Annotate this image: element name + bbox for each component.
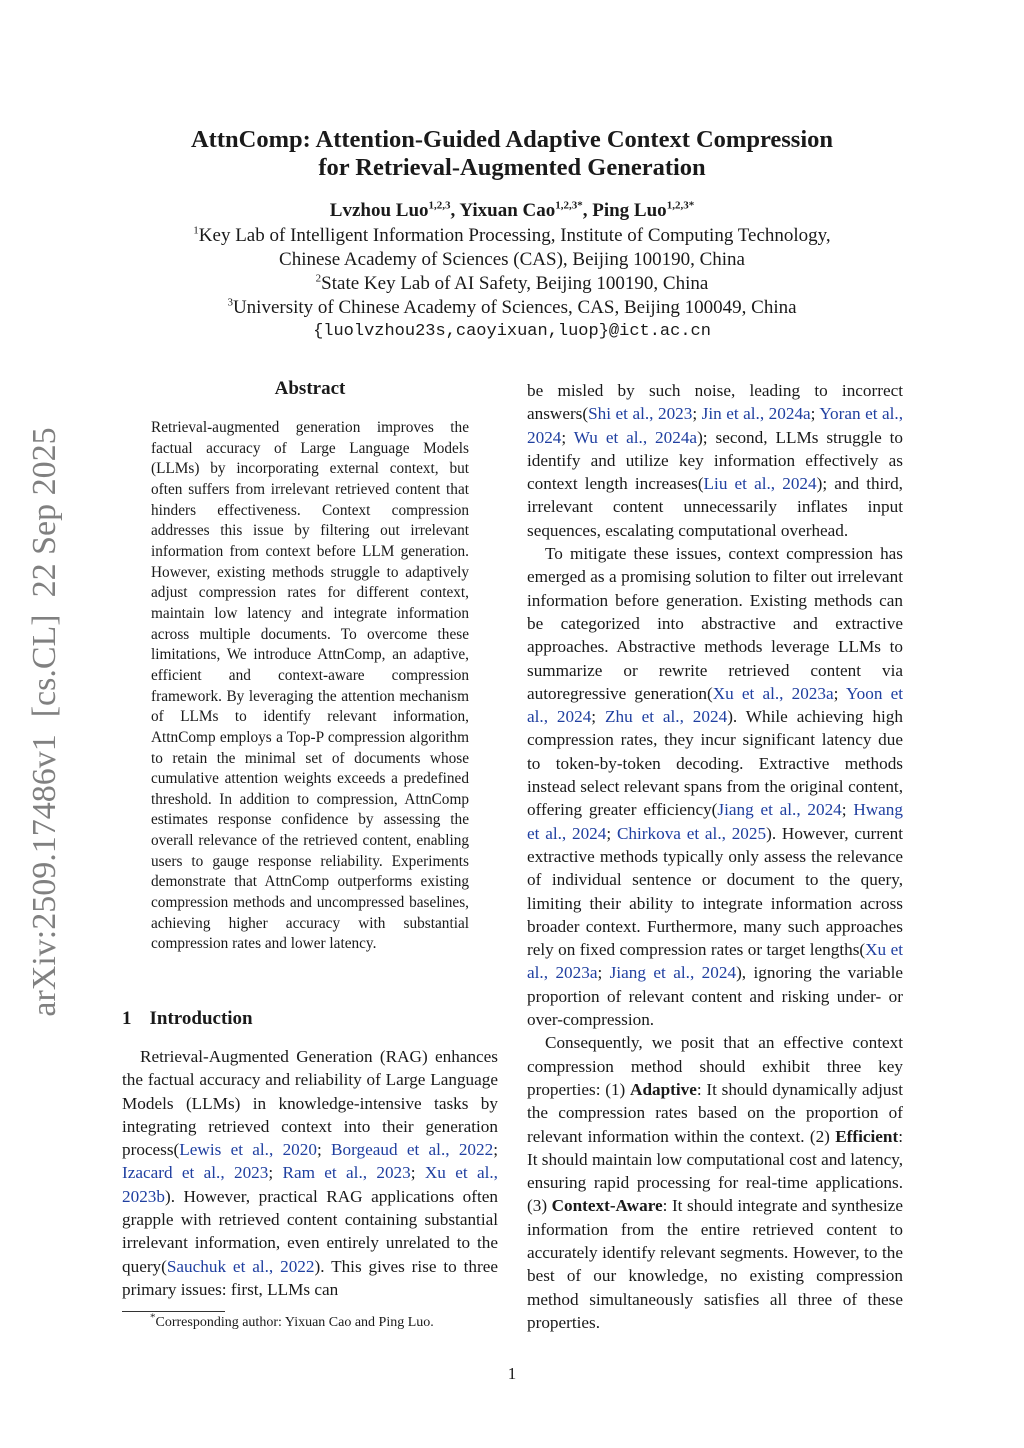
affil-mark: 1 bbox=[193, 224, 199, 237]
citation-link[interactable]: Zhu et al., 2024 bbox=[604, 707, 728, 727]
page-number: 1 bbox=[507, 1364, 517, 1383]
text-run: : It should maintain low computational cost and latency, ensuring rapid processing for real-time applications. (3) bbox=[527, 1126, 903, 1216]
text-run: ); and third, irrelevant content unnecessarily inflates input sequences, escalating computational overhead. bbox=[527, 474, 903, 540]
affil-text: University of Chinese Academy of Sciences, CAS, Beijing 100049, China bbox=[232, 297, 797, 318]
text-run: To mitigate these issues, context compression has emerged as a promising solution to filter out irrelevant information before generation. Existing methods can be categorized into abstractive and extractive approaches. Abstractive methods leverage LLMs to summarize or rewrite retrieved content via autoregressive generation( bbox=[527, 544, 903, 703]
text-run: Consequently, we posit that an effective context compression method should exhibit three key properties: (1) bbox=[527, 1033, 903, 1099]
citation-link[interactable]: Chirkova et al., 2025 bbox=[616, 823, 767, 843]
text-run: ; bbox=[810, 404, 820, 424]
citation-link[interactable]: Liu et al., 2024 bbox=[703, 474, 817, 494]
section-heading bbox=[122, 1008, 271, 1030]
affiliation bbox=[0, 248, 1024, 272]
footnote-text: Corresponding author: Yixuan Cao and Ping Luo. bbox=[155, 1315, 434, 1330]
bold-term: Context-Aware bbox=[551, 1196, 663, 1216]
citation-link[interactable]: Sauchuk et al., 2022 bbox=[166, 1256, 315, 1276]
footnote-rule bbox=[122, 1311, 225, 1312]
author-name: Ping Luo bbox=[592, 200, 667, 221]
affil-text: State Key Lab of AI Safety, Beijing 100190, China bbox=[321, 273, 709, 294]
section-title: Introduction bbox=[149, 1008, 253, 1029]
text-run: ; bbox=[316, 1140, 332, 1160]
paragraph bbox=[527, 379, 903, 542]
affiliation bbox=[0, 224, 1024, 248]
abstract-body: Retrieval-augmented generation improves the factual accuracy of Large Language Models (LLMs) by incorporating external context, but often suffers from irrelevant retrieved content that hinders effectiveness. Context compression addresses this issue by filtering out irrelevant information from context before LLM generation. However, existing methods struggle to adaptively adjust compression rates for different context, maintain low latency and integrate information across multiple documents. To overcome these limitations, We introduce AttnComp, an adaptive, efficient and context-aware compression framework. By leveraging the attention mechanism of LLMs to identify relevant information, AttnComp employs a Top-P compression algorithm to retain the minimal set of documents whose cumulative attention weights exceeds a predefined threshold. In addition to compression, AttnComp estimates response confidence by assessing the overall relevance of the retrieved content, enabling users to gauge response reliability. Experiments demonstrate that AttnComp outperforms existing compression methods and uncompressed baselines, achieving higher accuracy with substantial compression rates and lower latency. bbox=[151, 419, 469, 953]
title-line: for Retrieval-Augmented Generation bbox=[318, 154, 706, 181]
affil-mark: 2 bbox=[315, 272, 322, 285]
author-affil-mark: 1,2,3* bbox=[555, 199, 583, 212]
bold-term: Adaptive bbox=[630, 1079, 697, 1099]
text-run: ; bbox=[692, 404, 702, 424]
text-run: ; bbox=[606, 823, 617, 843]
author-name: Lvzhou Luo bbox=[329, 200, 429, 221]
affil-mark: 3 bbox=[227, 296, 233, 309]
affiliation bbox=[0, 296, 1024, 320]
text-run: be misled by such noise, leading to incorrect answers( bbox=[527, 381, 903, 424]
citation-link[interactable]: Yoran et al., 2024 bbox=[527, 404, 903, 447]
citation-link[interactable]: Yoon et al., 2024 bbox=[527, 683, 903, 727]
right-column-body bbox=[527, 379, 903, 1334]
citation-link[interactable]: Xu et al., 2023a bbox=[527, 940, 903, 983]
citation-link[interactable]: Jiang et al., 2024 bbox=[609, 963, 737, 983]
affiliations bbox=[0, 224, 1024, 344]
footnote-mark: * bbox=[150, 1311, 156, 1324]
text-run: ; bbox=[561, 427, 574, 447]
author-affil-mark: 1,2,3 bbox=[428, 199, 451, 212]
text-run: ; bbox=[410, 1163, 425, 1183]
citation-link[interactable]: Hwang et al., 2024 bbox=[527, 800, 903, 843]
separator: , bbox=[450, 200, 460, 221]
author-list bbox=[0, 200, 1024, 222]
text-run: ; bbox=[591, 707, 605, 727]
paragraph bbox=[527, 1031, 903, 1334]
bold-term: Efficient bbox=[835, 1126, 899, 1146]
citation-link[interactable]: Borgeaud et al., 2022 bbox=[331, 1140, 494, 1160]
separator: , bbox=[582, 200, 593, 221]
author-name: Yixuan Cao bbox=[459, 200, 556, 221]
abstract-heading: Abstract bbox=[274, 378, 346, 399]
section-number: 1 bbox=[122, 1008, 132, 1029]
citation-link[interactable]: Wu et al., 2024a bbox=[573, 427, 698, 447]
title-line: AttnComp: Attention-Guided Adaptive Context Compression bbox=[190, 126, 834, 153]
email[interactable]: {luolvzhou23s,caoyixuan,luop}@ict.ac.cn bbox=[313, 322, 711, 341]
affil-text: Chinese Academy of Sciences (CAS), Beijing 100190, China bbox=[279, 249, 745, 270]
text-run: ). However, current extractive methods typically only assess the relevance of individual sentence or document to the query, limiting their ability to integrate information across broader context. Furthermore, many such approaches rely on fixed compression rates or target lengths( bbox=[527, 823, 903, 960]
text-run: ); second, LLMs struggle to identify and utilize key information effectively as context length increases( bbox=[527, 427, 903, 494]
citation-link[interactable]: Jin et al., 2024a bbox=[701, 404, 811, 424]
arxiv-stamp: arXiv:2509.17486v1 [cs.CL] 22 Sep 2025 bbox=[26, 427, 63, 1017]
text-run: : It should integrate and synthesize information from the entire retrieved content to accurately identify relevant segments. However, to the best of our knowledge, no existing compression method simultaneously satisfies all three of these properties. bbox=[527, 1196, 903, 1332]
citation-link[interactable]: Xu et al., 2023a bbox=[712, 683, 834, 703]
citation-link[interactable]: Izacard et al., 2023 bbox=[122, 1163, 269, 1183]
text-run: : It should dynamically adjust the compression rates based on the proportion of relevant information within the context. (2) bbox=[527, 1079, 903, 1146]
text-run: ; bbox=[841, 800, 854, 820]
text-run: ; bbox=[493, 1140, 498, 1160]
citation-link[interactable]: Xu et al., 2023b bbox=[122, 1163, 498, 1206]
left-column-body bbox=[122, 1045, 498, 1301]
citation-link[interactable]: Shi et al., 2023 bbox=[588, 404, 693, 424]
text-run: ; bbox=[833, 683, 846, 703]
text-run: Retrieval-Augmented Generation (RAG) enhances the factual accuracy and reliability of Large Language Models (LLMs) in knowledge-intensive tasks by integrating retrieved context into their generation process( bbox=[122, 1047, 498, 1160]
paragraph bbox=[527, 542, 903, 1031]
affiliation bbox=[0, 272, 1024, 296]
text-run: ). While achieving high compression rates, they incur significant latency due to token-by-token decoding. Extractive methods instead select relevant spans from the original content, offering greater efficiency( bbox=[527, 707, 903, 820]
paragraph bbox=[122, 1045, 498, 1301]
author-affil-mark: 1,2,3* bbox=[666, 199, 695, 212]
text-run: ), ignoring the variable proportion of relevant content and risking under- or over-compression. bbox=[527, 963, 903, 1030]
text-run: ; bbox=[597, 963, 610, 983]
footnote bbox=[150, 1311, 434, 1331]
text-run: ; bbox=[268, 1163, 283, 1183]
citation-link[interactable]: Ram et al., 2023 bbox=[282, 1163, 411, 1183]
text-run: ). However, practical RAG applications often grapple with retrieved content containing substantial irrelevant information, even entirely unrelated to the query( bbox=[122, 1186, 498, 1276]
paper-title bbox=[0, 126, 1024, 182]
citation-link[interactable]: Jiang et al., 2024 bbox=[717, 800, 842, 820]
citation-link[interactable]: Lewis et al., 2020 bbox=[179, 1140, 317, 1160]
text-run: ). This gives rise to three primary issues: first, LLMs can bbox=[122, 1256, 498, 1299]
affil-text: Key Lab of Intelligent Information Processing, Institute of Computing Technology, bbox=[198, 225, 831, 246]
